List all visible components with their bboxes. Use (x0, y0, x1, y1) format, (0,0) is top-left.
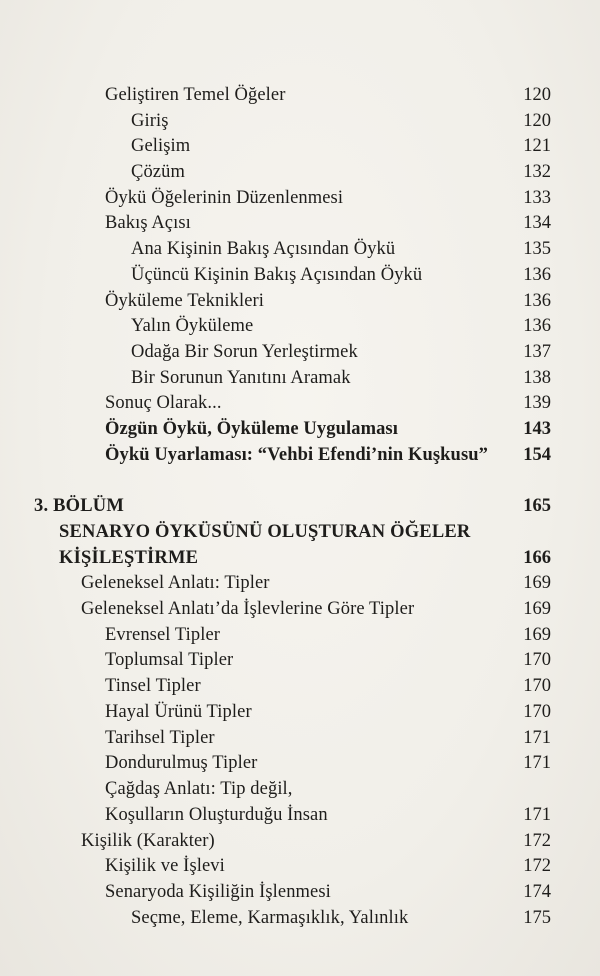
toc-entry (105, 186, 551, 210)
toc-entry-title: Çağdaş Anlatı: Tip değil, (105, 779, 293, 799)
toc-entry (131, 237, 551, 261)
toc-entry-title: Toplumsal Tipler (105, 650, 234, 670)
toc-entry-page: 133 (523, 188, 551, 208)
toc-entry-page: 134 (523, 213, 551, 233)
toc-entry-title: Yalın Öyküleme (131, 316, 254, 336)
toc-entry-title: Geleneksel Anlatı: Tipler (81, 573, 270, 593)
toc-entry-title: Sonuç Olarak... (105, 393, 222, 413)
toc-entry-page: 137 (523, 342, 551, 362)
toc-entry (131, 314, 551, 338)
toc-entry-page: 121 (523, 136, 551, 156)
toc-entry (131, 366, 551, 390)
toc-entry-title: Tinsel Tipler (105, 676, 201, 696)
chapter-heading (34, 494, 551, 518)
toc-entry-title: Koşulların Oluşturduğu İnsan (105, 805, 328, 825)
toc-entry (105, 648, 551, 672)
toc-entry-page: 120 (523, 111, 551, 131)
toc-entry (105, 854, 551, 878)
toc-entry-page: 138 (523, 368, 551, 388)
toc-entry-title: Giriş (131, 111, 169, 131)
toc-entry (105, 726, 551, 750)
toc-entry (105, 674, 551, 698)
toc-entry-page: 165 (523, 496, 551, 516)
toc-entry-title: Öyküleme Teknikleri (105, 291, 265, 311)
toc-entry (81, 571, 551, 595)
toc-entry-page: 154 (523, 445, 551, 465)
toc-entry (131, 906, 551, 930)
toc-entry-title: Bir Sorunun Yanıtını Aramak (131, 368, 351, 388)
toc-entry-page: 170 (523, 676, 551, 696)
toc-entry-title: KİŞİLEŞTİRME (59, 548, 199, 568)
toc-entry (105, 623, 551, 647)
toc-entry (81, 829, 551, 853)
toc-entry-page: 169 (523, 573, 551, 593)
toc-entry-page: 143 (523, 419, 551, 439)
toc-entry (105, 803, 551, 827)
toc-entry (131, 160, 551, 184)
toc-entry (105, 83, 551, 107)
toc-entry-page: 136 (523, 316, 551, 336)
toc-entry-page: 166 (523, 548, 551, 568)
chapter-title-text: SENARYO ÖYKÜSÜNÜ OLUŞTURAN ÖĞELER (59, 522, 471, 542)
toc-entry-title: Tarihsel Tipler (105, 728, 215, 748)
toc-entry-title: Geleneksel Anlatı’da İşlevlerine Göre Tipler (81, 599, 415, 619)
toc-entry-title: Geliştiren Temel Öğeler (105, 85, 286, 105)
toc-entry-page: 171 (523, 805, 551, 825)
toc-entry-title: Öykü Öğelerinin Düzenlenmesi (105, 188, 344, 208)
toc-entry (105, 417, 551, 441)
toc-entry (131, 263, 551, 287)
toc-entry-page: 132 (523, 162, 551, 182)
toc-entry (105, 211, 551, 235)
toc-entry (131, 340, 551, 364)
toc-entry (131, 134, 551, 158)
chapter-title (59, 520, 551, 544)
toc-entry-title: Kişilik (Karakter) (81, 831, 215, 851)
toc-entry-title: Senaryoda Kişiliğin İşlenmesi (105, 882, 331, 902)
toc-entry-title: Kişilik ve İşlevi (105, 856, 225, 876)
toc-entry-page: 175 (523, 908, 551, 928)
toc-entry-page: 174 (523, 882, 551, 902)
toc-entry (81, 597, 551, 621)
toc-entry-page: 170 (523, 650, 551, 670)
toc-entry (105, 289, 551, 313)
toc-entry-page: 172 (523, 831, 551, 851)
toc-entry (105, 391, 551, 415)
toc-entry-page: 135 (523, 239, 551, 259)
toc-entry-title: Dondurulmuş Tipler (105, 753, 258, 773)
toc-entry-title: Hayal Ürünü Tipler (105, 702, 252, 722)
toc-entry-page: 170 (523, 702, 551, 722)
toc-entry (131, 109, 551, 133)
toc-entry-title: Öykü Uyarlaması: “Vehbi Efendi’nin Kuşkusu” (105, 445, 488, 465)
toc-entry-title: Odağa Bir Sorun Yerleştirmek (131, 342, 358, 362)
toc-entry-title: Üçüncü Kişinin Bakış Açısından Öykü (131, 265, 423, 285)
toc-entry-page: 169 (523, 599, 551, 619)
toc-entry (105, 700, 551, 724)
toc-entry-title: Çözüm (131, 162, 185, 182)
chapter-number: 3. BÖLÜM (34, 496, 124, 516)
toc-entry-page: 136 (523, 265, 551, 285)
section-heading (59, 546, 551, 570)
toc-entry-title: Özgün Öykü, Öyküleme Uygulaması (105, 419, 398, 439)
toc-entry (105, 751, 551, 775)
toc-entry-page: 171 (523, 753, 551, 773)
toc-entry-title: Gelişim (131, 136, 191, 156)
toc-entry (105, 880, 551, 904)
toc-entry-page: 139 (523, 393, 551, 413)
toc-entry-title: Evrensel Tipler (105, 625, 221, 645)
toc-entry-page: 120 (523, 85, 551, 105)
toc-entry-title: Seçme, Eleme, Karmaşıklık, Yalınlık (131, 908, 409, 928)
toc-entry-title: Ana Kişinin Bakış Açısından Öykü (131, 239, 396, 259)
toc-entry (105, 777, 551, 801)
toc-entry (105, 443, 551, 467)
toc-entry-title: Bakış Açısı (105, 213, 191, 233)
toc-entry-page: 172 (523, 856, 551, 876)
toc-entry-page: 136 (523, 291, 551, 311)
toc-entry-page: 171 (523, 728, 551, 748)
toc-entry-page: 169 (523, 625, 551, 645)
